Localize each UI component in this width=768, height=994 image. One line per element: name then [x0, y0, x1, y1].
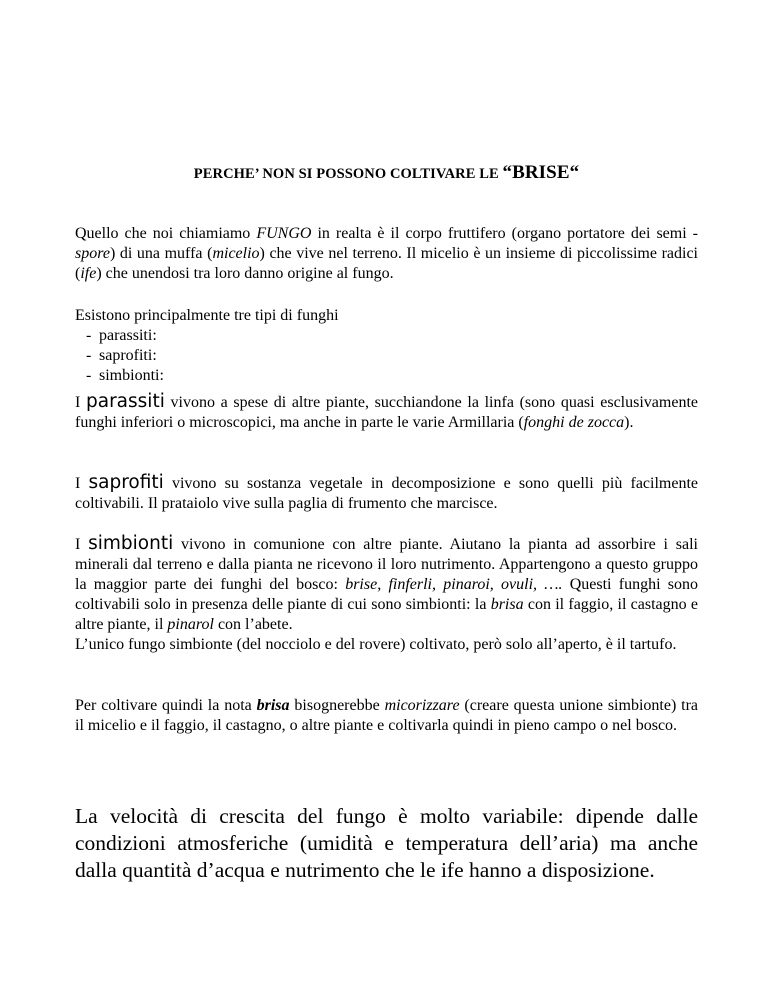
intro-text: ) che unendosi tra loro danno origine al fungo. [96, 265, 394, 282]
para-text: ). [624, 414, 634, 431]
coltivare-paragraph [75, 696, 698, 736]
para-italic: pinarol [167, 616, 214, 633]
list-item-label: parassiti: [99, 327, 157, 344]
list-item-label: saprofiti: [99, 347, 157, 364]
para-text: Questi funghi sono coltivabili solo in presenza delle piante di cui sono simbionti: la [75, 576, 698, 613]
list-item: - simbionti: [86, 367, 164, 384]
para-text: (creare questa unione simbionte) tra il micelio e il faggio, il castagno, o altre piante e coltivarla quindi in pieno campo o nel bosco. [75, 697, 699, 734]
para-italic: micorizzare [384, 697, 460, 714]
para-italic: brise, finferli, pinaroi, ovuli, …. [345, 576, 563, 593]
saprofiti-paragraph [75, 473, 698, 514]
parassiti-paragraph [75, 392, 698, 433]
para-text: bisognerebbe [289, 697, 385, 714]
para-italic: brisa [490, 596, 524, 613]
para-bold-italic: brisa [256, 697, 290, 714]
intro-text: ) che vive nel terreno. Il micelio è un insieme di piccolissime radici ( [75, 245, 698, 282]
intro-fungo: FUNGO [256, 225, 312, 242]
keyword-parassiti: parassiti [86, 391, 165, 412]
keyword-saprofiti: saprofiti [88, 472, 164, 493]
list-item: - parassiti: [86, 327, 157, 344]
title-main: PERCHE’ NON SI POSSONO COLTIVARE LE [193, 166, 503, 182]
para-text: I [75, 536, 89, 553]
list-item-label: simbionti: [99, 367, 164, 384]
para-text: Per coltivare quindi la nota [75, 697, 257, 714]
para-text: I [75, 394, 86, 411]
intro-text: in realta è il corpo fruttifero (organo portatore dei semi - [311, 225, 699, 242]
types-section [75, 306, 698, 386]
para-text: con il faggio, il castagno e altre piante, il [75, 596, 698, 633]
para-text: vivono a spese di altre piante, succhiandone la linfa (sono quasi esclusivamente funghi inferiori o microscopici, ma anche in parte le varie Armillaria ( [75, 394, 698, 431]
page-title [75, 162, 698, 184]
tartufo-line: L’unico fungo simbionte (del nocciolo e del rovere) coltivato, però solo all’aperto, è il tartufo. [75, 636, 677, 653]
intro-text: ) di una muffa ( [109, 245, 213, 262]
intro-text: Quello che noi chiamiamo [75, 225, 257, 242]
keyword-simbionti: simbionti [88, 533, 174, 554]
velocita-text: La velocità di crescita del fungo è molto variabile: dipende dalle condizioni atmosferiche (umidità e temperatura dell’aria) ma anche dalla quantità d’acqua e nutrimento che le ife hanno a disposizione. [75, 804, 698, 882]
para-text: con l’abete. [213, 616, 293, 633]
intro-micelio: micelio [212, 245, 260, 262]
title-highlight: “BRISE“ [502, 162, 580, 183]
para-text: I [75, 475, 89, 492]
list-item: - saprofiti: [86, 347, 157, 364]
types-list [75, 326, 698, 386]
para-text: vivono su sostanza vegetale in decomposizione e sono quelli più facilmente coltivabili. Il prataiolo vive sulla paglia di frumento che marcisce. [75, 475, 698, 512]
types-lead: Esistono principalmente tre tipi di funghi [75, 307, 339, 324]
intro-ife: ife [80, 265, 97, 282]
intro-spore: spore [75, 245, 110, 262]
para-italic: fonghi de zocca [523, 414, 625, 431]
intro-paragraph [75, 224, 698, 284]
para-text: vivono in comunione con altre piante. Aiutano la pianta ad assorbire i sali minerali dal terreno e dalla pianta ne ricevono il loro nutrimento. Appartengono a questo gruppo la maggior parte dei funghi del bosco: [75, 536, 698, 593]
simbionti-paragraph [75, 534, 698, 655]
velocita-paragraph [75, 803, 698, 884]
